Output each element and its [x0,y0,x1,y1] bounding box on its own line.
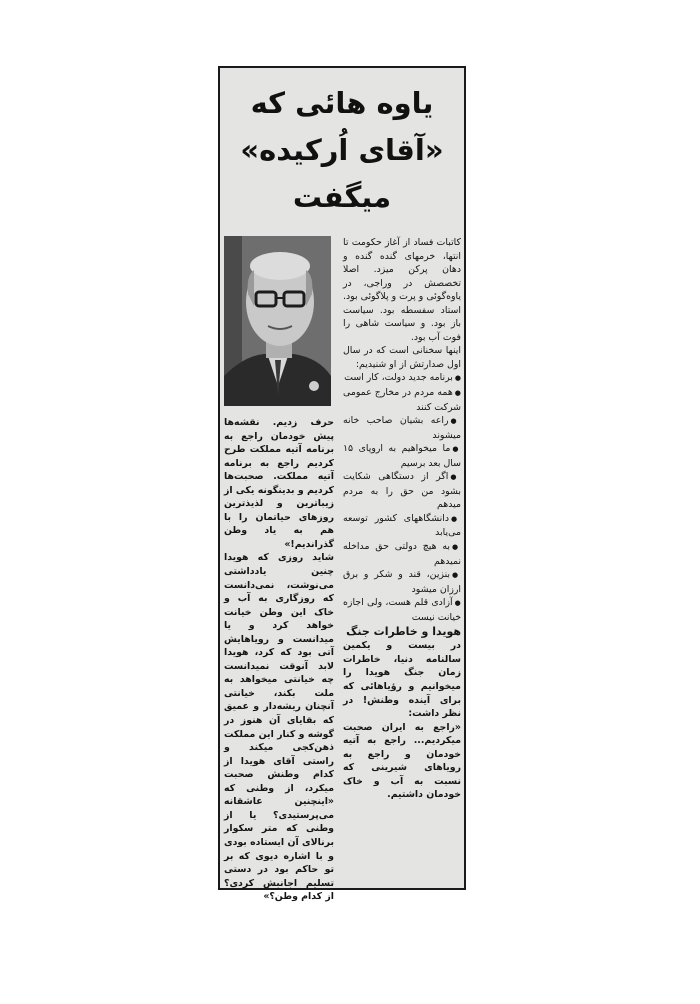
quote-list [343,371,461,624]
portrait-photo-icon [224,236,331,406]
portrait-photo [224,236,331,406]
left-column [224,416,334,904]
list-item: ● ما میخواهیم به اروپای ۱۵ سال بعد برسیم [343,442,461,470]
war-memoir-paragraph: در بیست و یکمین سالنامه دنیا، خاطرات زمان جنگ هویدا را میخوانیم و رؤیاهائی که برای آینده وطنش! در نظر داشت: [343,640,461,720]
headline-line-3: میگفت [292,180,392,214]
right-column [343,236,461,802]
lead-paragraph: اینها سخنانی است که در سال اول صدارتش از او شنیدیم: [343,345,461,370]
list-item: ● دانشگاههای کشور توسعه می‌یابد [343,512,461,540]
headline [220,80,464,221]
commentary-paragraph: شاید روزی که هویدا چنین یادداشتی می‌نوشت، نمی‌دانست که روزگاری به آب و خاک این وطن خیانت خواهد کرد و یا میدانست و رویاهایش آتی بود که کرد، هویدا لابد آنوقت نمیدانست چه خیانتی میخواهد به ملت بکند، خیانتی آنچنان ریشه‌دار و عمیق که بقایای آن هنوز در گوشه و کنار این مملکت ذهن‌کجی میکند و راستی آقای هویدا از کدام وطنش صحبت میکرد، از وطنی که «اینچنین عاشقانه می‌پرستیدی؟ یا از وطنی که متر سکوار برنالای آن ایستاده بودی و با اشاره دیوی که بر تو حاکم بود در دستی تسلیم اجانبش کردی؟ از کدام وطن؟» [224,552,334,903]
newspaper-clipping [218,66,466,903]
list-item: ● راعه بشیان صاحب خانه میشوند [343,414,461,442]
list-item: ● اگر از دستگاهی شکایت بشود من حق را به مردم میدهم [343,470,461,512]
quote-continued-paragraph: حرف زدیم. نقشه‌ها پیش خودمان راجع به برنامه آتیه مملکت طرح کردیم راجع به برنامه آتیه مملکت. صحبت‌ها کردیم و بدینگونه یکی از زیباترین و لذیذترین روزهای حیاتمان را با هم به یاد وطن گذراندیم!» [224,417,334,550]
quote-paragraph: «راجع به ایران صحبت میکردیم... راجع به آتیه خودمان و راجع به رویاهای شیرینی که نسبت به آب و خاک خودمان داشتیم. [343,721,461,801]
list-item: ● به هیچ دولتی حق مداخله نمیدهم [343,540,461,568]
intro-paragraph: کاتبات فساد از آغاز حکومت تا انتها، خرمهای گنده گنده و دهان پرکن میزد. اصلا تخصصش در وراجی، در یاوه‌گوئی و پرت و پلاگوئی بود. استاد سفسطه بود. سیاست باز بود. و سیاست شاهی را فوت آب بود. [343,237,461,343]
list-item: ● برنامه جدید دولت، کار است [343,371,461,386]
section-subhead: هویدا و خاطرات جنگ [346,625,461,639]
headline-line-1: یاوه هائی که [250,86,434,120]
list-item: ● همه مردم در مخارج عمومی شرکت کنند [343,386,461,414]
list-item: ● بنزین، قند و شکر و برق ارزان میشود [343,568,461,596]
list-item: ● آزادی قلم هست، ولی اجازه خیانت نیست [343,596,461,624]
headline-line-2: «آقای اُرکیده» [240,133,444,167]
